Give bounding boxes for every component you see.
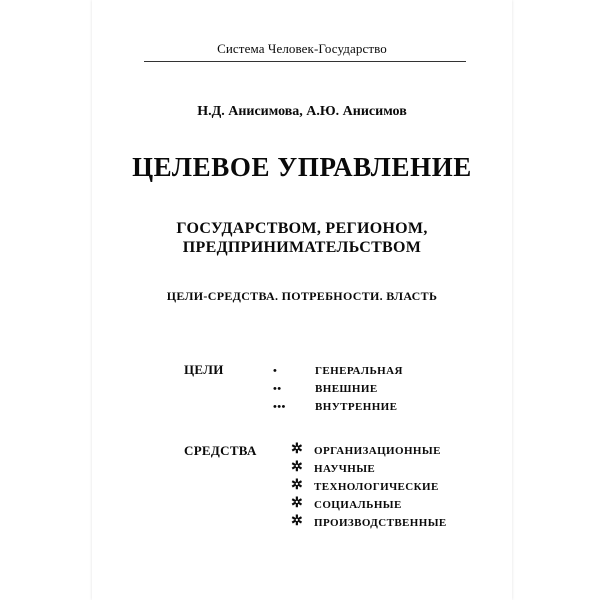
bullet-marker: ••• [273,401,286,413]
means-text: ОРГАНИЗАЦИОННЫЕ [314,445,441,457]
bullet-marker: • [273,365,278,377]
means-text: СОЦИАЛЬНЫЕ [314,499,402,511]
series-title: Система Человек-Государство [217,41,387,56]
book-subtitle [92,219,512,257]
goal-text: ГЕНЕРАЛЬНАЯ [315,365,403,377]
asterisk-marker: ✲ [291,514,304,529]
means-text: ПРОИЗВОДСТВЕННЫЕ [314,517,447,529]
means-text: НАУЧНЫЕ [314,463,376,475]
book-cover [92,0,512,600]
asterisk-marker: ✲ [291,496,304,511]
tagline: ЦЕЛИ-СРЕДСТВА. ПОТРЕБНОСТИ. ВЛАСТЬ [166,289,438,303]
asterisk-marker: ✲ [291,478,304,493]
bullet-marker: •• [273,383,282,395]
means-text: ТЕХНОЛОГИЧЕСКИЕ [314,481,439,493]
book-title: ЦЕЛЕВОЕ УПРАВЛЕНИЕ [132,152,472,182]
goal-text: ВНЕШНИЕ [315,383,378,395]
subtitle-line-2: ПРЕДПРИНИМАТЕЛЬСТВОМ [182,239,422,256]
series-divider [144,61,466,62]
asterisk-marker: ✲ [291,442,304,457]
asterisk-marker: ✲ [291,460,304,475]
authors: Н.Д. Анисимова, А.Ю. Анисимов [197,104,407,119]
subtitle-line-1: ГОСУДАРСТВОМ, РЕГИОНОМ, [176,220,428,237]
goal-text: ВНУТРЕННИЕ [315,401,398,413]
means-label: СРЕДСТВА [184,443,257,458]
goals-label: ЦЕЛИ [184,362,224,377]
